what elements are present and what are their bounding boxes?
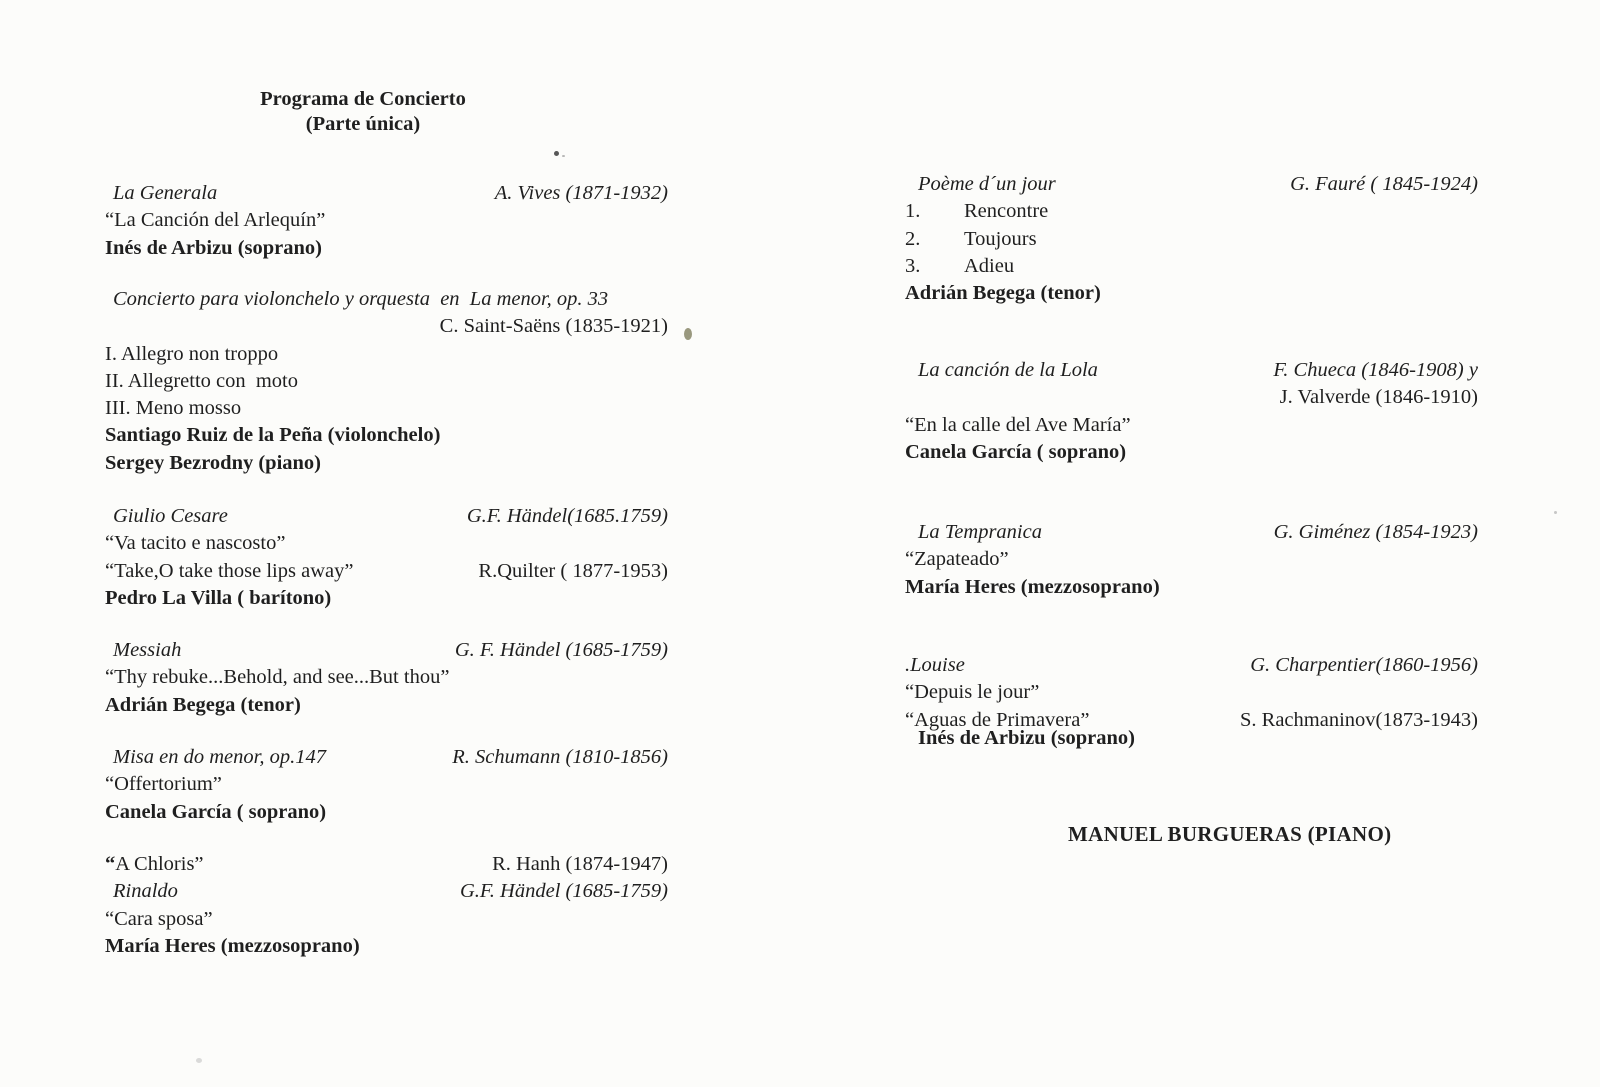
speck-bottom-left	[196, 1058, 202, 1063]
speck-dark	[554, 151, 559, 156]
performer-name: Sergey Bezrodny (piano)	[105, 451, 322, 474]
program-line	[905, 226, 1478, 253]
work-title: Misa en do menor, op.147	[113, 746, 326, 768]
work-title: La canción de la Lola	[918, 359, 1098, 381]
aria-quote: “Aguas de Primavera”	[905, 708, 1090, 731]
program-line	[105, 771, 668, 798]
program-line	[905, 546, 1478, 573]
program-line	[105, 851, 668, 878]
program-line	[905, 357, 1478, 384]
composer-name: S. Rachmaninov(1873-1943)	[1240, 708, 1478, 731]
aria-quote: “Offertorium”	[105, 773, 222, 796]
work-title: Messiah	[113, 639, 182, 661]
program-block	[105, 503, 668, 612]
program-block	[105, 851, 668, 960]
performer-name: Santiago Ruiz de la Peña (violonchelo)	[105, 424, 441, 447]
program-line	[905, 280, 1478, 307]
program-line	[905, 412, 1478, 439]
program-line	[105, 933, 668, 960]
program-line	[105, 558, 668, 585]
performer-name: Inés de Arbizu (soprano)	[918, 726, 1135, 749]
composer-name: F. Chueca (1846-1908) y	[1273, 359, 1478, 381]
program-line	[105, 585, 668, 612]
program-block	[105, 637, 668, 719]
work-title: .Louise	[905, 654, 965, 676]
work-title: La Tempranica	[918, 521, 1042, 543]
program-line	[905, 652, 1478, 679]
pianist-credit: MANUEL BURGUERAS (PIANO)	[1068, 822, 1392, 846]
aria-quote: “Take,O take those lips away”	[105, 559, 354, 582]
program-line	[905, 519, 1478, 546]
program-subtitle: (Parte única)	[305, 112, 421, 135]
program-line	[905, 198, 1478, 225]
program-line	[105, 692, 668, 719]
aria-quote: “Depuis le jour”	[905, 681, 1040, 704]
program-line	[105, 878, 668, 905]
program-block	[905, 652, 1478, 749]
program-line	[105, 286, 668, 313]
aria-quote: “En la calle del Ave María”	[905, 413, 1131, 436]
composer-name: R.Quilter ( 1877-1953)	[478, 559, 668, 582]
work-title: Rinaldo	[113, 880, 178, 903]
program-column-right	[905, 0, 1478, 1087]
performer-name: Pedro La Villa ( barítono)	[105, 586, 332, 609]
program-line	[105, 235, 668, 262]
composer-name: G. Fauré ( 1845-1924)	[1290, 173, 1478, 195]
program-line	[105, 450, 668, 477]
performer-name: Canela García ( soprano)	[905, 440, 1127, 463]
program-line	[105, 906, 668, 933]
program-line	[905, 253, 1478, 280]
aria-quote: II. Allegretto con moto	[105, 369, 298, 392]
program-line	[905, 574, 1478, 601]
program-line	[105, 207, 668, 234]
performer-name: María Heres (mezzosoprano)	[105, 934, 360, 957]
performer-name: Adrián Begega (tenor)	[105, 693, 301, 716]
composer-name: G. Charpentier(1860-1956)	[1250, 654, 1478, 676]
composer-name: R. Schumann (1810-1856)	[452, 746, 668, 768]
program-line	[105, 637, 668, 664]
program-line	[105, 395, 668, 422]
program-line	[105, 368, 668, 395]
speck-olive	[684, 328, 692, 340]
performer-name: Canela García ( soprano)	[105, 800, 327, 823]
performer-name: Adrián Begega (tenor)	[905, 282, 1101, 305]
aria-quote: “A Chloris”	[105, 853, 204, 875]
program-block	[905, 171, 1478, 307]
program-line	[105, 799, 668, 826]
performer-name: Inés de Arbizu (soprano)	[105, 236, 322, 259]
movement-number: 2.	[905, 227, 921, 250]
program-line	[905, 679, 1478, 706]
composer-name: A. Vives (1871-1932)	[494, 182, 668, 204]
composer-name: J. Valverde (1846-1910)	[1279, 386, 1478, 409]
performer-name: María Heres (mezzosoprano)	[905, 575, 1160, 598]
work-title: Poème d´un jour	[918, 173, 1056, 195]
program-line	[105, 341, 668, 368]
program-line	[905, 439, 1478, 466]
composer-name: G.F. Händel (1685-1759)	[459, 880, 668, 903]
movement-number: 1.	[905, 200, 921, 223]
program-block	[105, 744, 668, 826]
speck-faint	[562, 155, 565, 157]
program-block	[905, 357, 1478, 466]
program-line	[105, 180, 668, 207]
work-title: Giulio Cesare	[113, 505, 228, 527]
program-block	[105, 286, 668, 477]
composer-name: R. Hanh (1874-1947)	[492, 853, 668, 875]
program-line	[905, 171, 1478, 198]
aria-quote: “Zapateado”	[905, 548, 1009, 571]
movement-item: 2. Toujours	[905, 226, 1037, 253]
work-title: La Generala	[113, 182, 218, 204]
movement-item: 3. Adieu	[905, 253, 1014, 280]
aria-quote: III. Meno mosso	[105, 397, 242, 420]
program-title: Programa de Concierto	[260, 88, 466, 110]
program-block	[105, 180, 668, 262]
program-line	[105, 422, 668, 449]
program-column-left	[105, 0, 668, 1087]
aria-quote: “Va tacito e nascosto”	[105, 532, 286, 555]
program-line	[905, 384, 1478, 411]
program-line	[105, 744, 668, 771]
movement-number: 3.	[905, 254, 921, 277]
work-title: Concierto para violonchelo y orquesta en La menor, op. 33	[113, 288, 609, 310]
program-line	[105, 530, 668, 557]
aria-quote: “Thy rebuke...Behold, and see...But thou”	[105, 666, 450, 689]
aria-quote: “La Canción del Arlequín”	[105, 209, 326, 232]
program-line	[105, 664, 668, 691]
movement-item: 1. Rencontre	[905, 198, 1048, 225]
composer-name: G. Giménez (1854-1923)	[1273, 521, 1478, 543]
program-line	[105, 503, 668, 530]
composer-name: G. F. Händel (1685-1759)	[454, 639, 668, 661]
aria-quote: “Cara sposa”	[105, 907, 213, 930]
aria-quote: I. Allegro non troppo	[105, 342, 279, 365]
program-line	[105, 313, 668, 340]
program-block	[905, 519, 1478, 601]
composer-name: C. Saint-Saëns (1835-1921)	[439, 315, 668, 338]
speck-mid-right	[1554, 511, 1557, 514]
composer-name: G.F. Händel(1685.1759)	[466, 505, 668, 527]
program-title-block	[105, 87, 621, 136]
